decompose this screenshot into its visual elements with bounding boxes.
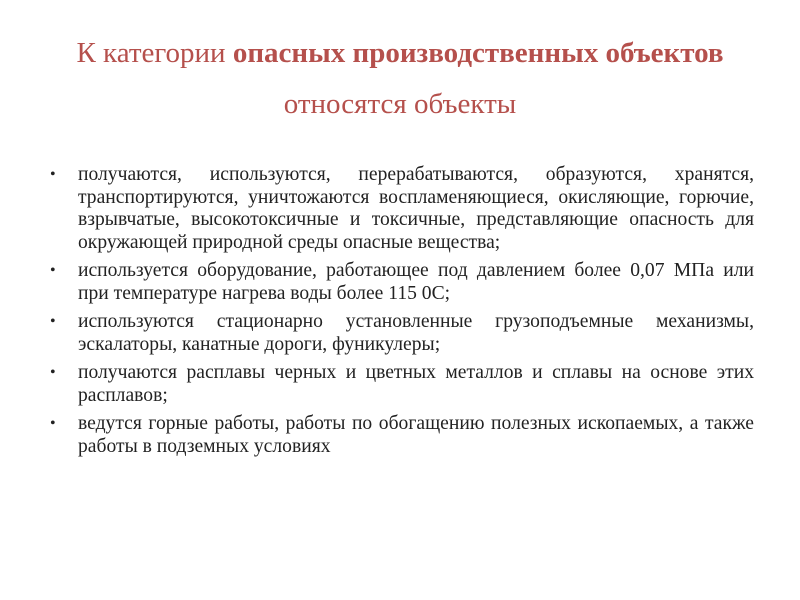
bullet-item — [48, 164, 754, 254]
bullet-list — [48, 164, 754, 464]
title-part-regular-end: относятся объекты — [283, 88, 517, 120]
bullet-text: используются стационарно установленные грузоподъемные механизмы, эскалаторы, канатные дороги, фуникулеры; — [78, 311, 754, 355]
bullet-text: ведутся горные работы, работы по обогащению полезных ископаемых, а также работы в подземных условиях — [78, 413, 754, 457]
bullet-item — [48, 260, 754, 305]
bullet-text: получаются, используются, перерабатываются, образуются, хранятся, транспортируются, уничтожаются воспламеняющиеся, окисляющие, горючие, взрывчатые, высокотоксичные и токсичные, представляющие опасность для окружающей природной среды опасные вещества; — [78, 164, 754, 253]
bullet-icon: • — [50, 166, 56, 183]
bullet-text: получаются расплавы черных и цветных металлов и сплавы на основе этих расплавов; — [78, 362, 754, 406]
slide-title — [40, 28, 760, 130]
bullet-icon: • — [50, 364, 56, 381]
bullet-icon: • — [50, 262, 56, 279]
bullet-icon: • — [50, 313, 56, 330]
title-part-regular: К категории — [76, 37, 233, 69]
bullet-icon: • — [50, 415, 56, 432]
title-part-bold: опасных производственных объектов — [232, 37, 724, 69]
bullet-item — [48, 413, 754, 458]
bullet-text: используется оборудование, работающее под давлением более 0,07 МПа или при температуре нагрева воды более 115 0С; — [78, 260, 754, 304]
bullet-item — [48, 362, 754, 407]
bullet-item — [48, 311, 754, 356]
